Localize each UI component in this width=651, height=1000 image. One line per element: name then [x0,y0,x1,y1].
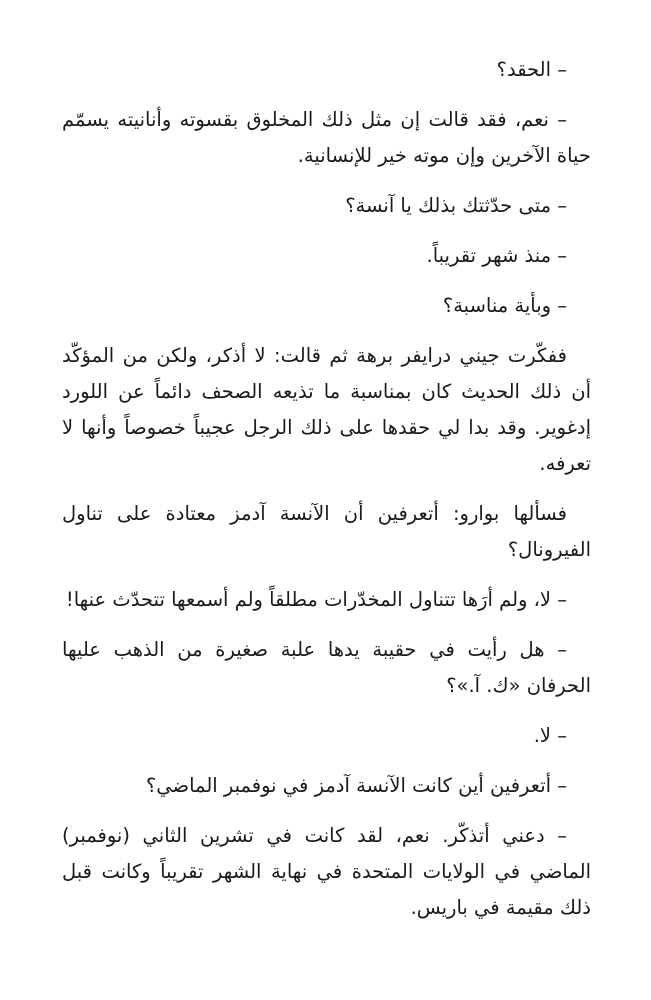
dialogue-line: – منذ شهر تقريباً. [426,244,567,267]
dialogue-line: – الحقد؟ [496,58,567,81]
dialogue-line: – لا، ولم أرَها تتناول المخدّرات مطلقاً ولم أسمعها تتحدّث عنها! [65,588,567,611]
dialogue-line: – هل رأيت في حقيبة يدها علبة صغيرة من الذهب عليها الحرفان «ك. آ.»؟ [62,638,591,697]
dialogue-line: – أتعرفين أين كانت الآنسة آدمز في نوفمبر الماضي؟ [145,774,567,797]
dialogue-line: – نعم، فقد قالت إن مثل ذلك المخلوق بقسوته وأنانيته يسمّم حياة الآخرين وإن موته خير للإنسانية. [62,108,591,167]
dialogue-line: – وبأية مناسبة؟ [442,294,567,317]
dialogue-line: – دعني أتذكّر. نعم، لقد كانت في تشرين الثاني (نوفمبر) الماضي في الولايات المتحدة في نهاية الشهر تقريباً وكانت قبل ذلك مقيمة في باريس. [62,824,591,919]
narrative-paragraph: ففكّرت جيني درايفر برهة ثم قالت: لا أذكر، ولكن من المؤكّد أن ذلك الحديث كان بمناسبة ما تذيعه الصحف دائماً عن اللورد إدغوير. وقد بدا لي حقدها على ذلك الرجل عجيباً خصوصاً وأنها لا تعرفه. [62,344,591,475]
narrative-paragraph: فسألها بوارو: أتعرفين أن الآنسة آدمز معتادة على تناول الفيرونال؟ [62,502,591,561]
dialogue-line: – لا. [533,724,567,747]
dialogue-line: – متى حدّثتك بذلك يا آنسة؟ [345,194,567,217]
